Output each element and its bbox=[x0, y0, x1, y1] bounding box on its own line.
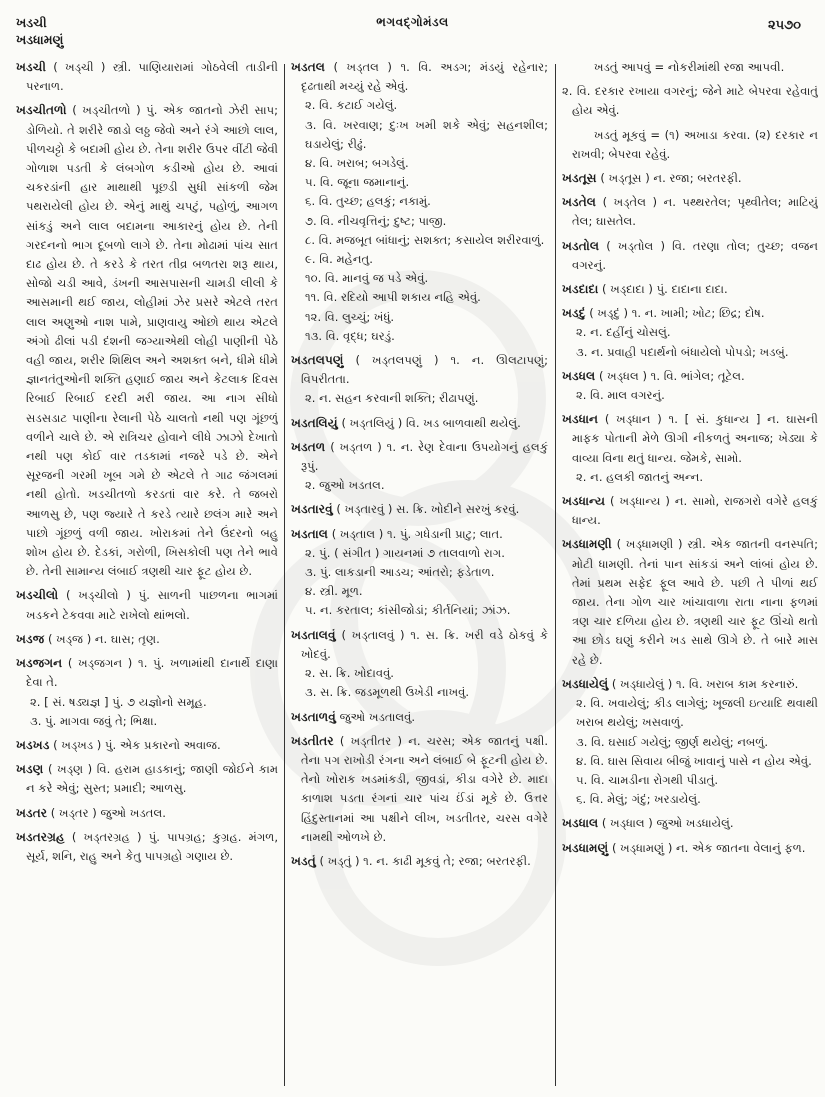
headword: ખડચીલો bbox=[16, 588, 59, 603]
headword: ખડતાલવું bbox=[291, 627, 336, 642]
sense-item: ૨. ન. સહન કરવાની શક્તિ; રીઢાપણું. bbox=[305, 391, 479, 406]
dictionary-entry bbox=[562, 814, 818, 833]
sense-item: ૧૦. વિ. માનવું જ પડે એવું. bbox=[305, 271, 429, 286]
dictionary-entry bbox=[16, 101, 278, 581]
definition-text: ( ખડ્ધાન ) ૧. [ સં. કુધાન્ય ] ન. ઘાસની માફક પોતાની મેળે ઊગી નીકળતું અનાજ; ખેડ્યા કે વાવ્યા વિના થતું ધાન્ય. જેમકે, સામો. bbox=[572, 412, 818, 465]
definition-text: ૨. વિ. દરકાર રખાયા વગરનું; જેને માટે બેપરવા રહેવાતું હોય એવું. bbox=[562, 84, 818, 118]
dictionary-entry bbox=[562, 280, 818, 299]
sense-item: ૫. ન. કરતાલ; કાંસીજોડાં; કીર્તનિયાં; ઝાંઝ. bbox=[305, 603, 511, 618]
page-number: ૨૫૭૦ bbox=[767, 18, 801, 33]
dictionary-entry bbox=[291, 351, 548, 409]
definition-text: ( ખડ્ધાલ ) જુઓ ખડધાયેલું. bbox=[601, 816, 734, 831]
headword: ખડધાયેલું bbox=[562, 676, 609, 691]
dictionary-entry bbox=[16, 804, 278, 823]
sense-item: ૨. વિ. ખવાયેલું; કીડ લાગેલું; ખૂજલી ઇત્યાદિ થવાથી ખરાબ થયેલું; ખસવાળું. bbox=[576, 696, 818, 730]
definition-text: ( ખડ્તાલવું ) ૧. સ. ક્રિ. ખરી વડે ઠોકવું કે ખોદવું. bbox=[301, 627, 548, 661]
sense-item: ૩. ન. પ્રવાહી પદાર્થનો બંધાયેલો પોપડો; ખડબું. bbox=[576, 344, 789, 359]
sense-item: ૫. વિ. જૂના જમાનાનું. bbox=[305, 175, 410, 190]
definition-text: ( ખડ્ધામણી ) સ્ત્રી. એક જાતની વનસ્પતિ; મોટી ધામણી. તેનાં પાન સાંકડાં અને લાંબાં હોય છે. તેમાં પ્રથમ સફેદ ફૂલ આવે છે. પછી તે પીળાં થઈ જાય. તેના ગોળ ચાર ખાંચાવાળા રાતા નાના ફળમાં ત્રણ ચાર દળિયા હોય છે. ત્રણથી ચાર ફૂટ ઊંચો થતો આ છોડ ઘણું કરીને ખડ સાથે ઊગે છે. તે બારે માસ રહે છે. bbox=[572, 537, 818, 667]
definition-text: ( ખડ્જ ) ન. ઘાસ; તૃણ. bbox=[47, 631, 160, 646]
definition-text: ( ખડ્ચી ) સ્ત્રી. પાણિયારામાં ગોઠવેલી તાડીની પરનાળ. bbox=[26, 60, 278, 94]
definition-text: ( ખડ્તોલ ) વિ. તરણા તોલ; તુચ્છ; વજન વગરનું. bbox=[572, 238, 818, 272]
sense-item: ૫. વિ. ચામડીના રોગથી પીડાતું. bbox=[576, 772, 719, 787]
headword: ખડતલ bbox=[291, 60, 326, 74]
dictionary-entry bbox=[16, 630, 278, 649]
sense-item: ૩. પું. લાકડાની આડચ; આંતરો; ફડેતાળ. bbox=[305, 565, 495, 580]
dictionary-entry bbox=[562, 675, 818, 809]
dictionary-entry bbox=[562, 839, 818, 858]
dictionary-columns bbox=[10, 58, 818, 1088]
sense-item: ૨. વિ. માલ વગરનું. bbox=[576, 388, 665, 403]
headword: ખડતીતર bbox=[291, 733, 334, 748]
headword: ખડચીતળો bbox=[16, 103, 67, 118]
sense-item: ૬. વિ. મેલું; ગંદું; ખરડાયેલું. bbox=[576, 792, 701, 807]
column-divider bbox=[284, 64, 285, 1086]
dictionary-entry bbox=[562, 237, 818, 275]
headword: ખડધાન્ય bbox=[562, 494, 606, 509]
definition-text: ( ખડ્ખડ ) પું. એક પ્રકારનો અવાજ. bbox=[53, 737, 221, 752]
definition-text: ( ખડ્દું ) ૧. ન. ખામી; ખોટ; છિદ્ર; દોષ. bbox=[589, 306, 765, 321]
sense-item: ૪. વિ. ઘાસ સિવાય બીજું ખાવાનું પાસે ન હોય એવું. bbox=[576, 753, 812, 768]
sense-item: ૮. વિ. મજબૂત બાંધાનું; સશક્ત; કસાયેલ શરીરવાળું. bbox=[305, 232, 545, 247]
dictionary-entry bbox=[562, 304, 818, 362]
definition-text: ( ખડ્ચીલો ) પું. સાળની પાછળના ભાગમાં ખડકને ટેકવવા માટે રાખેલો થાંભલો. bbox=[26, 588, 278, 622]
column-1 bbox=[16, 58, 278, 1088]
headword: ખડધલ bbox=[562, 368, 596, 383]
page-header bbox=[0, 0, 825, 56]
sense-item: ૪. સ્ત્રી. મૂળ. bbox=[305, 584, 363, 599]
definition-text: ( ખડ્ધલ ) ૧. વિ. ભાંગેલ; તૂટેલ. bbox=[598, 368, 745, 383]
sense-item: ૨. ન. દહીંનું ચોસલું. bbox=[576, 325, 671, 340]
dictionary-entry bbox=[291, 525, 548, 621]
column-3 bbox=[562, 58, 818, 1088]
dictionary-entry bbox=[562, 169, 818, 188]
column-2 bbox=[291, 58, 548, 1088]
definition-text: ( ખડ્તાલ ) ૧. પું. ગધેડાની પ્રાટુ; લાત. bbox=[331, 526, 503, 541]
headword: ખડદાદા bbox=[562, 282, 599, 297]
sense-item: ૭. વિ. નીચવૃત્તિનું; દુષ્ટ; પાજી. bbox=[305, 213, 447, 228]
definition-text: ( ખડ્તલિયું ) વિ. ખડ બાળવાથી થયેલું. bbox=[341, 415, 521, 430]
headword: ખડતર bbox=[16, 805, 48, 820]
guide-word-last: ખડધામણું bbox=[16, 32, 64, 47]
definition-text: ( ખડ્તીતર ) ન. ચરસ; એક જાતનું પક્ષી. તેના પગ રાખોડી રંગના અને લંબાઈ બે ફૂટની હોય છે. તેનો ખોરાક ખડમાંકડી, જીવડાં, કીડા વગેરે છે. માદા કાળાશ પડતા રંગનાં ચાર પાંચ ઈંડાં મૂકે છે. ઉત્તર હિંદુસ્તાનમાં આ પક્ષીને લીખ, ખડતીતર, ચરસ વગેરે નામથી ઓળખે છે. bbox=[301, 733, 548, 844]
dictionary-entry bbox=[16, 760, 278, 798]
running-title: ભગવદ્ગોમંડલ bbox=[376, 15, 449, 29]
headword: ખડજ bbox=[16, 631, 45, 646]
definition-text: ( ખડ્દાદા ) પું. દાદાના દાદા. bbox=[602, 282, 728, 297]
sense-item: ૨. જુઓ ખડતલ. bbox=[305, 478, 385, 493]
headword: ખડધાન bbox=[562, 412, 599, 427]
sense-item: ૧૨. વિ. લુચ્ચું; ખંધું. bbox=[305, 309, 395, 324]
headword: ખડતેલ bbox=[562, 195, 597, 210]
headword: ખડજગન bbox=[16, 656, 63, 671]
sense-item: ૩. સ. ક્રિ. જડમૂળથી ઉખેડી નાખવું. bbox=[305, 685, 470, 700]
definition-text: ( ખડ્ણ ) વિ. હરામ હાડકાનું; જાણી જોઈને કામ ન કરે એવું; સુસ્ત; પ્રમાદી; આળસુ. bbox=[26, 762, 278, 796]
definition-text: ( ખડ્તૂસ ) ન. રજા; બરતરફી. bbox=[600, 171, 742, 186]
sense-item: ૨. [ સં. ષડ્યજ્ઞ ] પું. ૭ યજ્ઞોનો સમૂહ. bbox=[30, 694, 207, 709]
dictionary-entry bbox=[562, 193, 818, 231]
headword: ખડદું bbox=[562, 306, 586, 321]
dictionary-entry bbox=[291, 708, 548, 727]
sense-item: ૯. વિ. મહેનતુ. bbox=[305, 252, 373, 267]
headword: ખડતાળવું bbox=[291, 709, 336, 724]
dictionary-entry bbox=[562, 492, 818, 530]
dictionary-entry bbox=[291, 626, 548, 703]
definition-text: ( ખડ્ધાન્ય ) ન. સામો, રાજગરો વગેરે હલકું ધાન્ય. bbox=[572, 494, 818, 528]
dictionary-entry bbox=[562, 58, 818, 77]
sense-item: ૩. વિ. ઘસાઈ ગયેલું; જીર્ણ થયેલું; નબળું. bbox=[576, 734, 769, 749]
headword: ખડખડ bbox=[16, 737, 50, 752]
dictionary-entry bbox=[16, 58, 278, 96]
definition-text: ખડતું આપવું = નોકરીમાંથી રજા આપવી. bbox=[594, 60, 785, 74]
definition-text: ( ખડ્તું ) ૧. ન. કાઢી મૂકવું તે; રજા; બરતરફી. bbox=[319, 853, 531, 868]
headword: ખડતાલ bbox=[291, 526, 328, 541]
headword: ખડધામણી bbox=[562, 537, 612, 552]
sense-item: ૨. વિ. કટાઈ ગયેલું. bbox=[305, 98, 398, 113]
headword: ખડધાલ bbox=[562, 816, 599, 831]
dictionary-entry bbox=[291, 438, 548, 496]
dictionary-entry bbox=[562, 126, 818, 164]
dictionary-entry bbox=[16, 736, 278, 755]
dictionary-entry bbox=[291, 414, 548, 433]
dictionary-entry bbox=[16, 654, 278, 731]
headword: ખડતળ bbox=[291, 439, 326, 454]
dictionary-entry bbox=[291, 732, 548, 847]
sense-item: ૪. વિ. ખરાબ; બગડેલું. bbox=[305, 156, 409, 171]
definition-text: ખડતું મૂકવું = (૧) અખાડા કરવા. (૨) દરકાર ન રાખવી; બેપરવા રહેવું. bbox=[572, 127, 818, 161]
dictionary-entry bbox=[291, 852, 548, 871]
definition-text: ( ખડ્તલપણું ) ૧. ન. ઊલટાપણું; વિપરીતતા. bbox=[301, 353, 548, 387]
definition-text: ( ખડ્તરગ્રહ ) પું. પાપગ્રહ; કુગ્રહ. મંગળ, સૂર્ય, શનિ, રાહુ અને કેતુ પાપગ્રહો ગણાય છે. bbox=[26, 829, 278, 863]
sense-item: ૧૧. વિ. રદિયો આપી શકાય નહિ એવું. bbox=[305, 290, 481, 305]
definition-text: ( ખડ્ધામણું ) ન. એક જાતના વેલાનું ફળ. bbox=[611, 840, 806, 855]
headword: ખડતલપણું bbox=[291, 353, 344, 368]
dictionary-entry bbox=[562, 535, 818, 669]
definition-text: ( ખડ્તલ ) ૧. વિ. અડગ; મંડયું રહેનાર; દૃઢતાથી મચ્યું રહે એવું. bbox=[301, 60, 548, 94]
headword: ખડતું bbox=[291, 853, 316, 868]
sense-item: ૩. વિ. ખરવાણ; દુઃખ ખમી શકે એવું; સહનશીલ; ઘડાયેલું; રીઢું. bbox=[305, 117, 548, 151]
definition-text: ( ખડ્તારવું ) સ. ક્રિ. ખોદીને સરખું કરવું. bbox=[336, 502, 520, 517]
sense-item: ૨. સ. ક્રિ. ખોદાવવું. bbox=[305, 666, 394, 681]
sense-item: ૧૩. વિ. વૃદ્ધ; ઘરડું. bbox=[305, 328, 395, 343]
dictionary-entry bbox=[16, 586, 278, 624]
sense-item: ૩. પું. માગવા જવું તે; ભિક્ષા. bbox=[30, 713, 158, 728]
definition-text: ( ખડ્જગન ) ૧. પું. ખળામાંથી દાનાર્થે દાણા દેવા તે. bbox=[26, 656, 278, 690]
sense-item: ૨. પું. ( સંગીત ) ગાયનમાં ૭ તાલવાળો રાગ. bbox=[305, 545, 505, 560]
definition-text: ( ખડ્તર ) જુઓ ખડતલ. bbox=[50, 805, 166, 820]
sense-item: ૬. વિ. તુચ્છ; હલકું; નકામું. bbox=[305, 194, 431, 209]
dictionary-entry bbox=[562, 367, 818, 405]
definition-text: જુઓ ખડતાલવું. bbox=[339, 709, 416, 724]
headword: ખડતારવું bbox=[291, 502, 333, 517]
dictionary-entry bbox=[16, 828, 278, 866]
headword: ખડચી bbox=[16, 60, 46, 74]
dictionary-entry bbox=[291, 500, 548, 519]
guide-word-first: ખડચી bbox=[16, 15, 47, 30]
column-divider bbox=[555, 64, 556, 1086]
headword: ખડતરગ્રહ bbox=[16, 829, 65, 844]
headword: ખડતૂસ bbox=[562, 171, 597, 186]
headword: ખડતોલ bbox=[562, 238, 600, 253]
definition-text: ( ખડ્તળ ) ૧. ન. રેણ દેવાના ઉપયોગનું હલકું રૂપું. bbox=[301, 439, 548, 474]
dictionary-entry bbox=[562, 82, 818, 120]
headword: ખડણ bbox=[16, 762, 44, 777]
sense-item: ૨. ન. હલકી જાતનું અન્ન. bbox=[576, 469, 704, 484]
definition-text: ( ખડ્ધાયેલું ) ૧. વિ. ખરાબ કામ કરનારું. bbox=[611, 676, 799, 691]
dictionary-entry bbox=[291, 58, 548, 346]
dictionary-entry bbox=[562, 410, 818, 487]
definition-text: ( ખડ્ચીતળો ) પું. એક જાતનો ઝેરી સાપ; ડોળિયો. તે શરીરે જાડો લઠ્ઠ જેવો અને રંગે આછો લાલ, પીળચટ્ટો કે બદામી હોય છે. તેના શરીર ઉપર વીંટી જેવી ગોળાશ પડતી કે લંબગોળ કડીઓ હોય છે. આવાં ચકરડાંની હાર માથાથી પૂછડી સુધી સાંકળી જેમ પથરાયેલી હોય છે. એનું માથું ચપટું, પહોળું, આગળ સાંકડું અને લાલ બદામના આકારનું હોય છે. તેની ગરદનનો ભાગ દૂબળો લાગે છે. તેના મોઢામાં પાંચ સાત દાઢ હોય છે. તે કરડે કે તરત તીવ્ર બળતરા શરૂ થાય, સોજો ચડી આવે, ડંખની આસપાસની ચામડી લીલી કે આસમાની થઈ જાય, લોહીમાં ઝેર પ્રસરે એટલે તરત લાલ અણુઓ નાશ પામે, પ્રાણવાયુ ઓછો થાય એટલે અંગો ઢીલાં પડી દંશની જગ્યાએથી લોહી પાણીની પેઠે વહી જાય, શરીર શિથિલ અને અશક્ત બને, ધીમે ધીમે જ્ઞાનતંતુઓની શક્તિ હણાઈ જાય અને કેટલાક દિવસ રિબાઈ રિબાઈ દરદી મરી જાય. આ નાગ સીધો સડસડાટ પાણીના રેલાની પેઠે ચાલતો નથી પણ ગૂંછળું વળીને ચાલે છે. એ રાત્રિચર હોવાને લીધે ઝાઝો દેખાતો નથી પણ કોઈ વાર તડકામાં નજરે પડે છે. એને સૂરજની ગરમી ખૂબ ગમે છે એટલે તે ગાઢ જંગલમાં નથી હોતો. ખડચીતળો કરડતાં વાર કરે. તે જબરો આળસુ છે, પણ જ્યારે તે કરડે ત્યારે છલંગ મારે અને પાછો ગૂંછળું વળી જાય. ખોરાકમાં તેને ઉંદરનો બહુ શોખ હોય છે. દેડકાં, ગરોળી, ખિસકોલી પણ તેને ભાવે છે. તેની સામાન્ય લંબાઈ ત્રણથી ચાર ફૂટ હોય છે. bbox=[26, 103, 278, 579]
definition-text: ( ખડ્તેલ ) ન. પથ્થરતેલ; પૃથ્વીતેલ; માટિયું તેલ; ઘાસતેલ. bbox=[572, 195, 818, 229]
headword: ખડતલિયું bbox=[291, 415, 338, 430]
headword: ખડધામણું bbox=[562, 840, 609, 855]
